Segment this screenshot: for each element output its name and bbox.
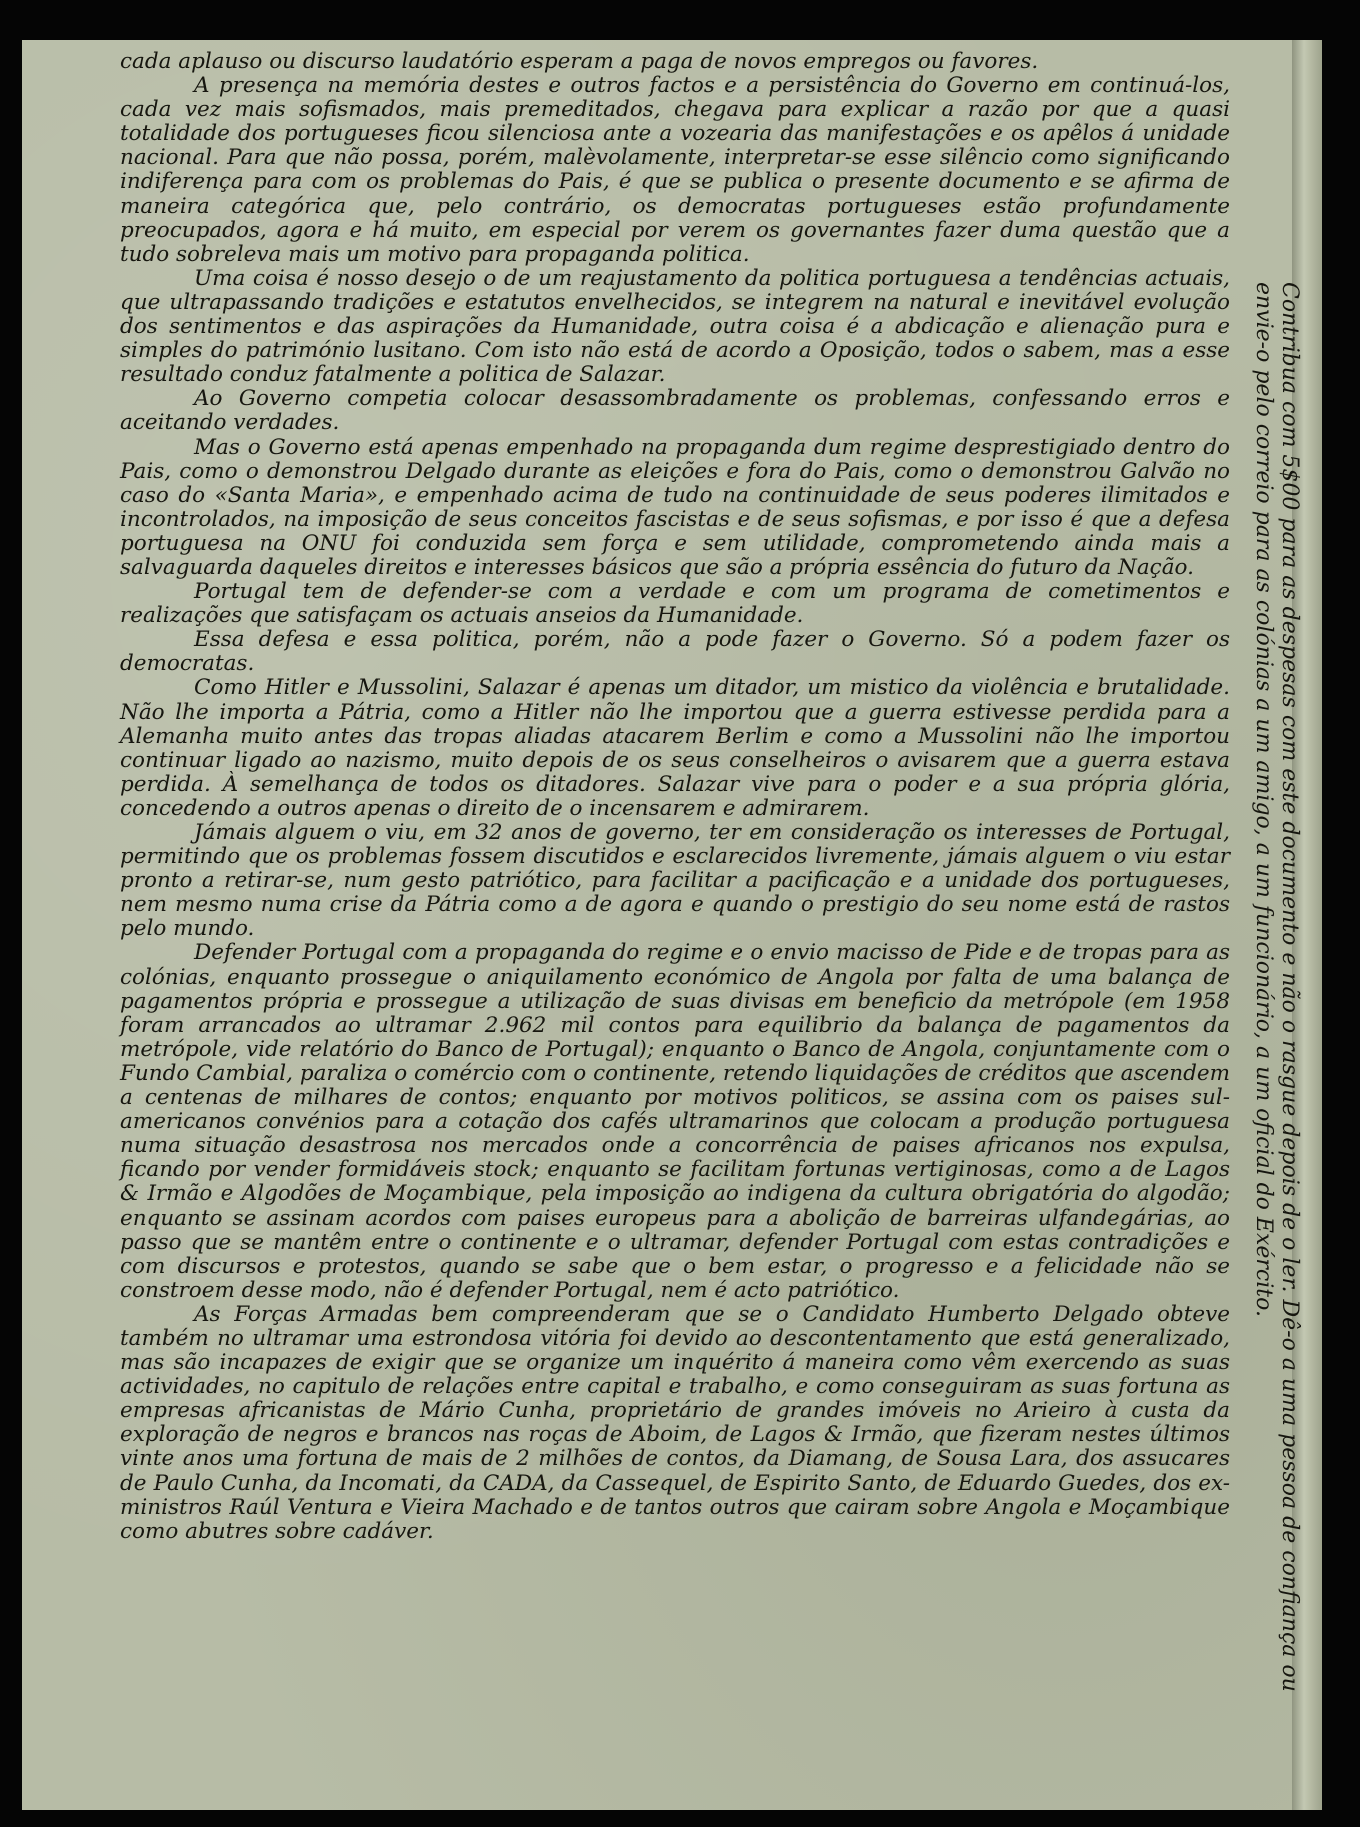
paragraph: cada aplauso ou discurso laudatório esperam a paga de novos empregos ou favores. <box>120 49 1039 74</box>
paragraph: As Forças Armadas bem compreenderam que se o Candidato Humberto Delgado obteve também no ultramar uma estrondosa vitória foi devido ao descontentamento que está generalizado, mas são incapazes de exigir que se organize um inquérito á maneira como vêm exercendo as suas actividades, no capitulo de relações entre capital e trabalho, e como conseguiram as suas fortuna as empresas africanistas de Mário Cunha, proprietário de grandes imóveis no Arieiro à custa da exploração de negros e brancos nas roças de Aboim, de Lagos & Irmão, que fizeram nestes últimos vinte anos uma fortuna de mais de 2 milhões de contos, da Diamang, de Sousa Lara, dos assucares de Paulo Cunha, da Incomati, da CADA, da Cassequel, de Espirito Santo, de Eduardo Guedes, dos ex-ministros Raúl Ventura e Vieira Machado e de tantos outros que cairam sobre Angola e Moçambique como abutres sobre cadáver. <box>120 1301 1230 1544</box>
paragraph: Ao Governo competia colocar desassombradamente os problemas, confessando erros e aceitando verdades. <box>120 386 1230 436</box>
paragraph: Uma coisa é nosso desejo o de um reajustamento da politica portuguesa a tendências actuais, que ultrapassando tradições e estatutos envelhecidos, se integrem na natural e inevitável evolução dos sentimentos e das aspirações da Humanidade, outra coisa é a abdicação e alienação pura e simples do património lusitano. Com isto não está de acordo a Oposição, todos o sabem, mas a esse resultado conduz fatalmente a politica de Salazar. <box>120 265 1230 388</box>
paragraph: Essa defesa e essa politica, porém, não a pode fazer o Governo. Só a podem fazer os democratas. <box>120 627 1230 677</box>
paragraph: Defender Portugal com a propaganda do regime e o envio macisso de Pide e de tropas para as colónias, enquanto prossegue o aniquilamento económico de Angola por falta de uma balança de pagamentos própria e prossegue a utilização de suas divisas em beneficio da metrópole (em 1958 foram arrancados ao ultramar 2.962 mil contos para equilibrio da balança de pagamentos da metrópole, vide relatório do Banco de Portugal); enquanto o Banco de Angola, conjuntamente com o Fundo Cambial, paraliza o comércio com o continente, retendo liquidações de créditos que ascendem a centenas de milhares de contos; enquanto por motivos politicos, se assina com os paises sul-americanos convénios para a cotação dos cafés ultramarinos que colocam a produção portuguesa numa situação desastrosa nos mercados onde a concorrência de paises africanos nos expulsa, ficando por vender formidáveis stock; enquanto se facilitam fortunas vertiginosas, como a de Lagos & Irmão e Algodões de Moçambique, pela imposição ao indigena da cultura obrigatória do algodão; enquanto se assinam acordos com paises europeus para a abolição de barreiras ulfandegárias, ao passo que se mantêm entre o continente e o ultramar, defender Portugal com estas contradições e com discursos e protestos, quando se sabe que o bem estar, o progresso e a felicidade não se constroem desse modo, não é defender Portugal, nem é acto patriótico. <box>120 940 1230 1303</box>
margin-note: Contribua com 5$00 para as despesas com este documento e não o rasgue depois de o ler. Dê-o a uma pessoa de confiança ou envie-o pelo correio para as colónias a um amigo, a um funcionário, a um oficial do Exército. <box>1251 282 1302 1692</box>
paragraph: Portugal tem de defender-se com a verdade e com um programa de cometimentos e realizações que satisfaçam os actuais anseios da Humanidade. <box>120 579 1230 629</box>
paragraph: Mas o Governo está apenas empenhado na propaganda dum regime desprestigiado dentro do Pais, como o demonstrou Delgado durante as eleições e fora do Pais, como o demonstrou Galvão no caso do «Santa Maria», e empenhado acima de tudo na continuidade de seus poderes ilimitados e incontrolados, na imposição de seus conceitos fascistas e de seus sofismas, e por isso é que a defesa portuguesa na ONU foi conduzida sem força e sem utilidade, comprometendo ainda mais a salvaguarda daqueles direitos e interesses básicos que são a própria essência do futuro da Nação. <box>120 434 1230 580</box>
document-body <box>120 50 1230 1544</box>
paragraph: Jámais alguem o viu, em 32 anos de governo, ter em consideração os interesses de Portugal, permitindo que os problemas fossem discutidos e esclarecidos livremente, jámais alguem o viu estar pronto a retirar-se, num gesto patriótico, para facilitar a pacificação e a unidade dos portugueses, nem mesmo numa crise da Pátria como a de agora e quando o prestigio do seu nome está de rastos pelo mundo. <box>120 820 1230 942</box>
paragraph: Como Hitler e Mussolini, Salazar é apenas um ditador, um mistico da violência e brutalidade. Não lhe importa a Pátria, como a Hitler não lhe importou que a guerra estivesse perdida para a Alemanha muito antes das tropas aliadas atacarem Berlim e como a Mussolini não lhe importou continuar ligado ao nazismo, muito depois de os seus conselheiros o avisarem que a guerra estava perdida. À semelhança de todos os ditadores. Salazar vive para o poder e a sua própria glória, concedendo a outros apenas o direito de o incensarem e admirarem. <box>120 675 1230 821</box>
paragraph: A presença na memória destes e outros factos e a persistência do Governo em continuá-los, cada vez mais sofismados, mais premeditados, chegava para explicar a razão por que a quasi totalidade dos portugueses ficou silenciosa ante a vozearia das manifestações e os apêlos á unidade nacional. Para que não possa, porém, malèvolamente, interpretar-se esse silêncio como significando indiferença para com os problemas do Pais, é que se publica o presente documento e se afirma de maneira categórica que, pelo contrário, os democratas portugueses estão profundamente preocupados, agora e há muito, em especial por verem os governantes fazer duma questão que a tudo sobreleva mais um motivo para propaganda politica. <box>120 73 1230 267</box>
